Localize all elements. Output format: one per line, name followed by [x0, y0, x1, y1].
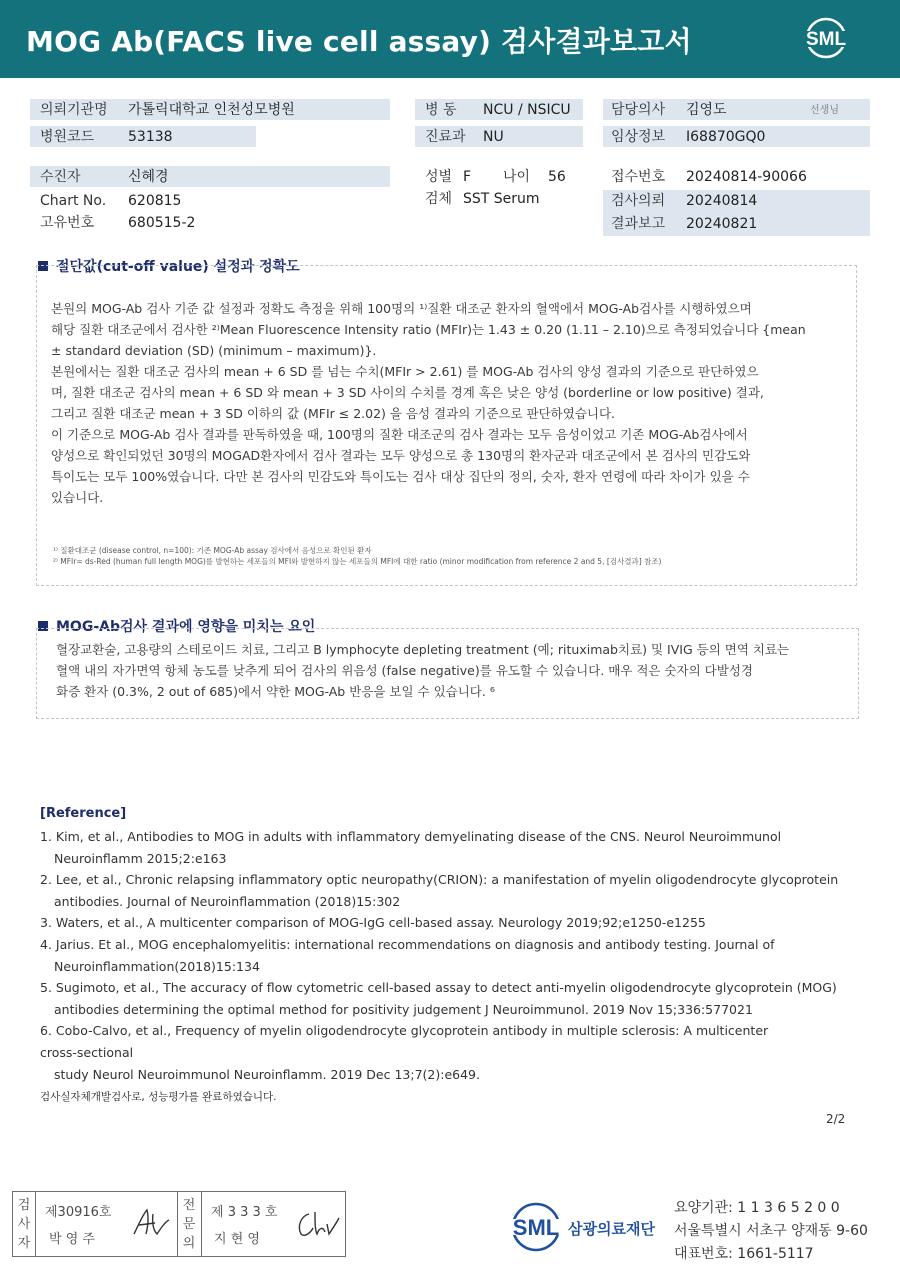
- unique-label: 고유번호: [40, 215, 95, 231]
- specialist-label: 전문의: [182, 1198, 196, 1251]
- age-label: 나이: [503, 169, 531, 185]
- specimen-value: SST Serum: [463, 191, 540, 207]
- care-label: 요양기관:: [674, 1200, 733, 1216]
- reference-item: antibodies. Journal of Neuroinflammation (2018)15:302: [54, 893, 401, 909]
- inspector-name: 박 영 주: [49, 1232, 95, 1247]
- footnotes: ¹⁾ 질환대조군 (disease control, n=100): 기존 MOG-Ab assay 검사에서 음성으로 확인된 환자 ²⁾ MFIr= ds-Red (human full length MOG)를 발현하는 세포들의 MFI와 발현하지 않는 세포들의 MFI에 대한 ratio (minor modification from reference 2 and 5, [검사결과] 참조): [53, 546, 662, 566]
- clinical-label: 임상정보: [611, 129, 666, 145]
- age-value: 56: [548, 169, 566, 185]
- inspector-signature: [131, 1206, 173, 1240]
- clinical-value: I68870GQ0: [686, 129, 766, 145]
- svg-text:삼광의료재단: 삼광의료재단: [568, 1220, 655, 1238]
- reference-item: 2. Lee, et al., Chronic relapsing inflammatory optic neuropathy(CRION): a manifestation of myelin oligodendrocyte glycoprotein: [40, 872, 839, 888]
- reference-item: 4. Jarius. Et al., MOG encephalomyelitis: international recommendations on diagnosis and antibody testing. Journal of: [40, 936, 775, 952]
- hospital-code-value: 53138: [128, 129, 173, 145]
- doctor-suffix: 선생님: [810, 105, 839, 116]
- label-bar: [30, 166, 390, 187]
- cutoff-paragraph: 본원의 MOG-Ab 검사 기준 값 설정과 정확도 측정을 위해 100명의 ¹⁾질환 대조군 환자의 혈액에서 MOG-Ab검사를 시행하였으며 해당 질환 대조군에서 검사한 ²⁾Mean Fluorescence Intensity ratio (MFIr)는 1.43 ± 0.20 (1.11 – 2.10)으로 측정되었습니다 {mean ± standard deviation (SD) (minimum – maximum)}. 본원에서는 질환 대조군 검사의 mean + 6 SD 를 넘는 수치(MFIr > 2.61) 를 MOG-Ab 검사의 양성 결과의 기준으로 판단하였으 며, 질환 대조군 검사의 mean + 6 SD 와 mean + 3 SD 사이의 수치를 경계 혹은 낮은 양성 (borderline or low positive) 결과, 그리고 질환 대조군 mean + 3 SD 이하의 값 (MFIr ≤ 2.02) 을 음성 결과의 기준으로 판단하였습니다. 이 기준으로 MOG-Ab 검사 결과를 판독하였을 때, 100명의 질환 대조군의 검사 결과는 모두 음성이었고 기존 MOG-Ab검사에서 양성으로 확인되었던 30명의 MOGAD환자에서 검사 결과는 모두 양성으로 총 130명의 환자군과 대조군에서 본 검사의 민감도와 특이도는 모두 100%였습니다. 다만 본 검사의 민감도와 특이도는 검사 대상 집단의 정의, 숫자, 환자 연령에 따라 차이가 있을 수 있습니다.: [51, 301, 806, 505]
- performance-notice: 검사실자체개발검사로, 성능평가를 완료하였습니다.: [40, 1091, 277, 1103]
- specialist-signature: [295, 1208, 341, 1240]
- reference-item: Neuroinflammation(2018)15:134: [54, 958, 260, 974]
- reference-item: 3. Waters, et al., A multicenter comparison of MOG-IgG cell-based assay. Neurology 2019;92;e1250-e1255: [40, 915, 706, 931]
- reference-item: 6. Cobo-Calvo, et al., Frequency of myelin oligodendrocyte glycoprotein antibody in multiple sclerosis: A multicenter: [40, 1023, 769, 1039]
- reference-item: antibodies determining the optimal method for positivity judgement J Neuroimmunol. 2019 Nov 15;336:577021: [54, 1001, 753, 1017]
- foundation-address: 서울특별시 서초구 양재동 9-60: [674, 1223, 868, 1239]
- svg-text:SML: SML: [512, 1215, 560, 1240]
- foundation-info: [674, 1197, 868, 1266]
- svg-text:SML: SML: [805, 29, 847, 50]
- chart-value: 620815: [128, 193, 182, 209]
- ward-label: 병 동: [425, 102, 457, 118]
- reference-title: [Reference]: [40, 806, 127, 821]
- factors-paragraph: 혈장교환술, 고용량의 스테로이드 치료, 그리고 B lymphocyte depleting treatment (예; rituximab치료) 및 IVIG 등의 면역 치료는 혈액 내의 자가면역 항체 농도를 낮추게 되어 검사의 위음성 (false negative)를 유도할 수 있습니다. 매우 적은 숫자의 다발성경 화증 환자 (0.3%, 2 out of 685)에서 약한 MOG-Ab 반응을 보일 수 있습니다. ⁶: [56, 642, 790, 699]
- receipt-label: 접수번호: [611, 169, 666, 185]
- doctor-value: 김영도: [686, 102, 727, 118]
- reference-list: [40, 826, 870, 1085]
- inspector-label: 검사자: [17, 1198, 31, 1251]
- divider: [201, 1192, 202, 1256]
- reference-item: cross-sectional: [40, 1044, 134, 1060]
- divider: [35, 1192, 36, 1256]
- doctor-label: 담당의사: [611, 102, 666, 118]
- reference-item: Neuroinflamm 2015;2:e163: [54, 850, 227, 866]
- section-title: 절단값(cut-off value) 설정과 정확도: [38, 256, 300, 276]
- section-title: MOG-Ab검사 결과에 영향을 미치는 요인: [38, 616, 315, 636]
- report-title: MOG Ab(FACS live cell assay) 검사결과보고서: [26, 25, 692, 58]
- examinee-value: 신혜경: [128, 169, 169, 185]
- chart-label: Chart No.: [40, 193, 107, 209]
- signature-box: [12, 1191, 346, 1257]
- examinee-label: 수진자: [40, 169, 81, 185]
- hospital-code-label: 병원코드: [40, 129, 95, 145]
- reference-item: 1. Kim, et al., Antibodies to MOG in adults with inflammatory demyelinating disease of the CNS. Neurol Neuroimmunol: [40, 829, 782, 844]
- sex-label: 성별: [425, 169, 453, 185]
- specialist-name: 지 현 영: [214, 1232, 260, 1247]
- reference-item: study Neurol Neuroimmunol Neuroinflamm. 2019 Dec 13;7(2):e649.: [54, 1066, 480, 1082]
- unique-value: 680515-2: [128, 215, 196, 231]
- phone-label: 대표번호:: [674, 1246, 733, 1262]
- sml-logo: [798, 14, 854, 62]
- request-value: 20240814: [686, 193, 758, 209]
- dept-value: NU: [483, 129, 504, 145]
- institution-value: 가톨릭대학교 인천성모병원: [128, 102, 295, 118]
- specimen-label: 검체: [425, 191, 453, 207]
- dept-label: 진료과: [425, 129, 466, 145]
- reference-item: 5. Sugimoto, et al., The accuracy of flow cytometric cell-based assay to detect anti-myelin oligodendrocyte glycoprotein (MOG): [40, 980, 837, 996]
- page-number: 2/2: [826, 1112, 846, 1126]
- sml-foundation-logo: [510, 1200, 670, 1254]
- institution-label: 의뢰기관명: [40, 102, 108, 118]
- report-label: 결과보고: [611, 216, 666, 232]
- ward-value: NCU / NSICU: [483, 102, 571, 118]
- report-value: 20240821: [686, 216, 758, 232]
- sex-value: F: [463, 169, 472, 185]
- care-number: 1 1 3 6 5 2 0 0: [737, 1200, 840, 1216]
- report-header: [0, 0, 900, 78]
- receipt-value: 20240814-90066: [686, 169, 807, 185]
- specialist-license: 제 3 3 3 호: [211, 1205, 278, 1220]
- phone-number: 1661-5117: [737, 1246, 814, 1262]
- inspector-license: 제30916호: [45, 1205, 112, 1220]
- request-label: 검사의뢰: [611, 193, 666, 209]
